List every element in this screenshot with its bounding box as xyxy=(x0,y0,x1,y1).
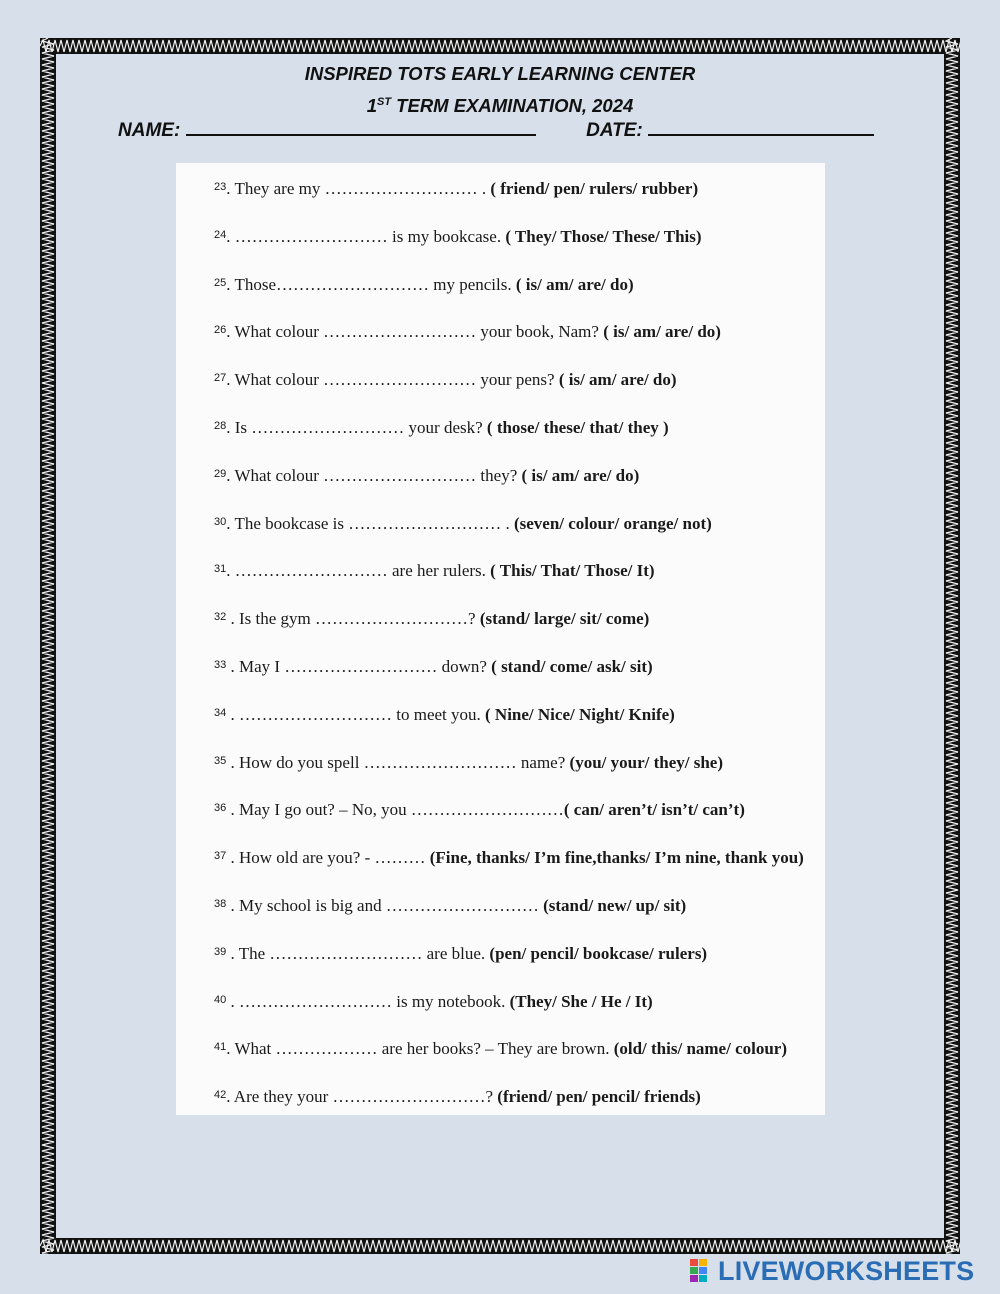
border-pattern-right xyxy=(944,38,960,1254)
question-text: . May I ……………………… down? xyxy=(226,657,492,676)
answer-options: ( is/ am/ are/ do) xyxy=(558,370,677,390)
answer-options: ( is/ am/ are/ do) xyxy=(521,465,640,485)
answer-options: (you/ your/ they/ she) xyxy=(569,752,724,772)
question-text: . Are they your ………………………? xyxy=(226,1087,498,1107)
question-25 xyxy=(214,275,634,305)
exam-title-rest: TERM EXAMINATION, 2024 xyxy=(391,95,634,117)
question-39 xyxy=(214,944,707,974)
brand-name: LIVEWORKSHEETS xyxy=(718,1256,975,1286)
border-pattern-left xyxy=(40,38,56,1254)
question-text: . The ……………………… are blue. xyxy=(226,943,490,963)
question-30 xyxy=(214,514,712,544)
question-37 xyxy=(214,848,804,878)
question-26 xyxy=(214,322,721,352)
question-text: . The bookcase is ……………………… . xyxy=(226,513,514,533)
question-number: 26 xyxy=(214,324,227,337)
question-29 xyxy=(214,466,639,496)
question-text: . What ……………… are her books? – They are brown. xyxy=(226,1039,614,1059)
question-sheet xyxy=(176,163,825,1115)
answer-options: ( stand/ come/ ask/ sit) xyxy=(491,657,653,676)
answer-options: ( those/ these/ that/ they ) xyxy=(486,418,669,437)
question-40 xyxy=(214,992,653,1022)
question-35 xyxy=(214,753,723,783)
answer-options: (stand/ large/ sit/ come) xyxy=(479,609,650,629)
question-number: 30 xyxy=(214,515,227,528)
question-text: . How old are you? - ……… xyxy=(226,848,430,868)
exam-title-prefix: 1 xyxy=(366,95,377,117)
question-text: . Is ……………………… your desk? xyxy=(226,418,487,437)
exam-header xyxy=(0,60,1000,120)
answer-options: (friend/ pen/ pencil/ friends) xyxy=(497,1087,701,1107)
answer-options: (seven/ colour/ orange/ not) xyxy=(513,513,712,533)
question-number: 34 xyxy=(214,706,227,719)
question-31 xyxy=(214,561,655,591)
name-date-row xyxy=(118,116,878,142)
answer-options: ( This/ That/ Those/ It) xyxy=(490,561,655,581)
question-41 xyxy=(214,1039,787,1069)
exam-title-superscript: ST xyxy=(376,96,392,108)
answer-options: ( is/ am/ are/ do) xyxy=(603,322,721,342)
question-33 xyxy=(214,657,653,687)
question-23 xyxy=(214,179,698,209)
question-text: . They are my ……………………… . xyxy=(226,179,491,198)
question-38 xyxy=(214,896,686,926)
question-number: 32 xyxy=(214,611,227,624)
answer-options: (They/ She / He / It) xyxy=(509,991,653,1011)
question-number: 37 xyxy=(214,850,227,863)
question-text: . What colour ……………………… they? xyxy=(226,465,522,485)
brand-watermark xyxy=(690,1256,974,1286)
answer-options: ( friend/ pen/ rulers/ rubber) xyxy=(490,179,699,198)
question-24 xyxy=(214,227,702,257)
question-text: . ……………………… is my notebook. xyxy=(226,991,510,1011)
answer-options: (Fine, thanks/ I’m fine,thanks/ I’m nine, thank you) xyxy=(429,848,804,868)
question-text: . How do you spell ……………………… name? xyxy=(226,752,570,772)
question-text: . ……………………… are her rulers. xyxy=(226,561,491,581)
date-field[interactable] xyxy=(648,116,874,136)
answer-options: ( Nine/ Nice/ Night/ Knife) xyxy=(485,704,675,724)
answer-options: ( They/ Those/ These/ This) xyxy=(505,226,702,246)
question-number: 23 xyxy=(214,181,227,193)
border-pattern-bottom xyxy=(40,1238,960,1254)
question-text: . What colour ……………………… your book, Nam? xyxy=(226,322,604,342)
question-28 xyxy=(214,418,669,448)
question-text: . Is the gym ………………………? xyxy=(226,609,480,629)
question-number: 39 xyxy=(214,945,227,958)
question-number: 42 xyxy=(214,1089,227,1102)
name-field[interactable] xyxy=(186,116,536,136)
question-text: . ……………………… to meet you. xyxy=(226,704,486,724)
question-27 xyxy=(214,370,677,400)
question-number: 28 xyxy=(214,420,227,432)
question-number: 35 xyxy=(214,754,227,767)
question-number: 41 xyxy=(214,1041,227,1054)
school-name: INSPIRED TOTS EARLY LEARNING CENTER xyxy=(304,63,696,84)
question-32 xyxy=(214,609,649,639)
question-text: . May I go out? – No, you ……………………… xyxy=(226,800,564,820)
question-number: 36 xyxy=(214,802,227,815)
question-number: 33 xyxy=(214,659,227,671)
name-label: NAME: xyxy=(118,120,181,141)
answer-options: ( can/ aren’t/ isn’t/ can’t) xyxy=(563,800,745,820)
question-text: . My school is big and ……………………… xyxy=(226,896,544,915)
question-number: 29 xyxy=(214,467,227,480)
question-36 xyxy=(214,800,745,830)
answer-options: (stand/ new/ up/ sit) xyxy=(543,896,687,915)
question-number: 38 xyxy=(214,898,227,910)
question-number: 24 xyxy=(214,228,227,241)
liveworksheets-logo-icon xyxy=(690,1259,716,1283)
question-number: 31 xyxy=(214,563,227,576)
question-42 xyxy=(214,1087,701,1117)
answer-options: (pen/ pencil/ bookcase/ rulers) xyxy=(489,943,708,963)
question-34 xyxy=(214,705,675,735)
question-number: 27 xyxy=(214,372,227,385)
answer-options: (old/ this/ name/ colour) xyxy=(613,1039,788,1059)
question-number: 40 xyxy=(214,993,227,1006)
question-number: 25 xyxy=(214,276,227,289)
answer-options: ( is/ am/ are/ do) xyxy=(515,274,634,294)
date-label: DATE: xyxy=(586,120,643,141)
question-text: . Those……………………… my pencils. xyxy=(226,274,516,294)
question-text: . What colour ……………………… your pens? xyxy=(226,370,559,390)
question-text: . ……………………… is my bookcase. xyxy=(226,226,506,246)
border-pattern-top xyxy=(40,38,960,54)
